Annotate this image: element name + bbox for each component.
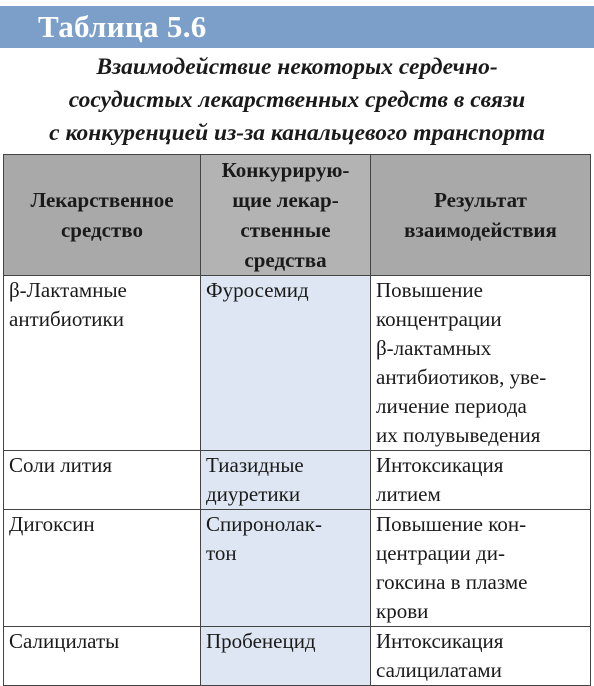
caption-line-2: сосудистых лекарственных средств в связи bbox=[68, 87, 526, 113]
cell-result: Интоксикация литием bbox=[371, 451, 591, 510]
table-title-bar bbox=[0, 6, 594, 48]
header-competitor: Конкурирую- щие лекар- ственные средства bbox=[201, 155, 371, 276]
cell-drug: Салицилаты bbox=[4, 627, 201, 686]
cell-competitor: Фуросемид bbox=[201, 276, 371, 451]
table-header-row bbox=[4, 155, 591, 276]
cell-result: Повышение концентрации β-лактамных антибиотиков, уве- личение периода их полувыведения bbox=[371, 276, 591, 451]
caption-line-3: с конкуренцией из-за канальцевого транспорта bbox=[49, 120, 545, 146]
cell-competitor: Спиронолак- тон bbox=[201, 510, 371, 627]
cell-competitor: Пробенецид bbox=[201, 627, 371, 686]
table-row bbox=[4, 627, 591, 686]
cell-drug: Дигоксин bbox=[4, 510, 201, 627]
table-row bbox=[4, 510, 591, 627]
cell-result: Интоксикация салицилатами bbox=[371, 627, 591, 686]
header-result: Результат взаимодействия bbox=[371, 155, 591, 276]
cell-drug: Соли лития bbox=[4, 451, 201, 510]
cell-drug: β-Лактамные антибиотики bbox=[4, 276, 201, 451]
caption-line-1: Взаимодействие некоторых сердечно- bbox=[96, 54, 498, 80]
table-caption bbox=[0, 51, 594, 150]
cell-competitor: Тиазидные диуретики bbox=[201, 451, 371, 510]
table-row bbox=[4, 276, 591, 451]
table-number: Таблица 5.6 bbox=[38, 9, 207, 44]
header-drug: Лекарственное средство bbox=[4, 155, 201, 276]
cell-result: Повышение кон- центрации ди- гоксина в плазме крови bbox=[371, 510, 591, 627]
table-row bbox=[4, 451, 591, 510]
drug-interaction-table bbox=[3, 154, 591, 686]
